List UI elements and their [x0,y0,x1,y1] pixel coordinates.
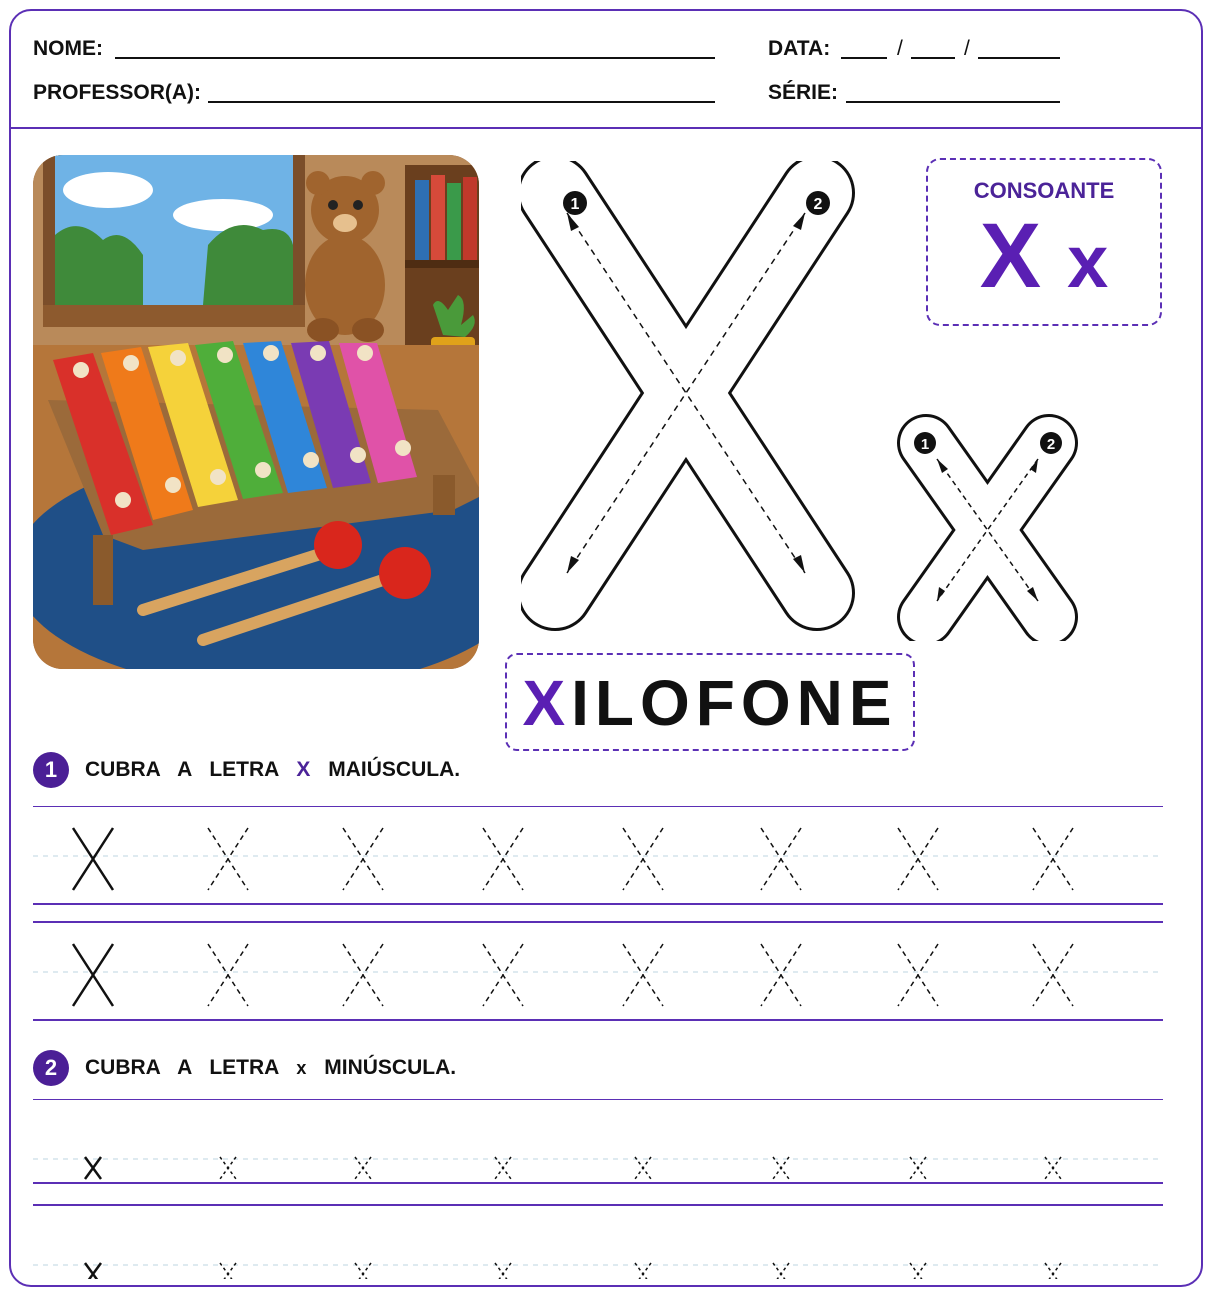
trace-letter-dashed [898,828,938,890]
trace-letter-dashed [208,944,248,1006]
trace-letter-dashed [623,944,663,1006]
trace-letter-model [85,1157,101,1179]
xylophone-illustration [33,155,479,669]
word-rest: ILOFONE [571,667,898,739]
date-separator: / [964,37,970,60]
trace-letter-dashed [910,1157,926,1179]
trace-letter-model [73,944,113,1006]
trace-letter-dashed [761,944,801,1006]
instruction-text: MAIÚSCULA. [328,758,461,781]
trace-letter-model [73,828,113,890]
word-card [505,653,915,751]
instruction-text: CUBRA A LETRA [85,758,279,781]
instruction-letter: X [296,758,311,781]
uppercase-practice-area [33,806,1163,1026]
instruction-text: CUBRA A LETRA [85,1056,279,1079]
worksheet [9,9,1203,1287]
exercise-number-badge: 2 [33,1050,69,1086]
trace-letter-dashed [495,1157,511,1179]
grade-label: SÉRIE: [768,81,839,104]
trace-letter-dashed [773,1157,789,1179]
exercise-number-badge: 1 [33,752,69,788]
trace-letter-dashed [355,1157,371,1179]
consonant-upper: X [979,205,1042,307]
worksheet-header [11,11,1201,129]
teacher-field[interactable] [208,101,715,103]
svg-text:1: 1 [570,196,580,213]
instruction-text: MINÚSCULA. [324,1056,457,1079]
consonant-title: CONSOANTE [973,178,1115,203]
trace-letter-dashed [1033,944,1073,1006]
trace-letter-dashed [761,828,801,890]
exercise-2-text [85,1056,456,1080]
trace-letter-dashed [343,944,383,1006]
trace-letter-dashed [483,944,523,1006]
name-field[interactable] [115,57,715,59]
uppercase-x-outline [555,193,817,593]
date-label: DATA: [768,37,831,60]
date-day-field[interactable] [841,57,887,59]
stroke-number-1-icon [563,191,587,215]
trace-letter-dashed [343,828,383,890]
svg-text:2: 2 [813,196,823,213]
svg-text:1: 1 [920,436,930,453]
instruction-letter: x [296,1058,307,1078]
lowercase-practice-area [33,1099,1163,1279]
exercise-1-instruction [33,751,460,789]
trace-letter-dashed [623,828,663,890]
consonant-card [926,158,1162,326]
stroke-number-2-icon [806,191,830,215]
consonant-lower: x [1067,220,1109,303]
exercise-1-text [85,758,460,782]
teacher-label: PROFESSOR(A): [33,81,201,104]
grade-field[interactable] [846,101,1060,103]
stroke-number-2-icon [1040,432,1062,454]
trace-letter-dashed [483,828,523,890]
lowercase-x-outline [926,443,1049,617]
xylophone-icon [33,155,479,669]
date-separator: / [897,37,903,60]
trace-letter-dashed [208,828,248,890]
date-month-field[interactable] [911,57,955,59]
trace-letter-dashed [1045,1157,1061,1179]
trace-letter-dashed [220,1157,236,1179]
exercise-2-instruction [33,1049,456,1087]
trace-letter-dashed [1033,828,1073,890]
word-first-letter: X [522,667,572,739]
trace-letter-dashed [635,1157,651,1179]
svg-text:2: 2 [1046,436,1056,453]
date-year-field[interactable] [978,57,1060,59]
name-label: NOME: [33,37,103,60]
trace-letter-dashed [898,944,938,1006]
consonant-letters [928,204,1160,309]
stroke-number-1-icon [914,432,936,454]
